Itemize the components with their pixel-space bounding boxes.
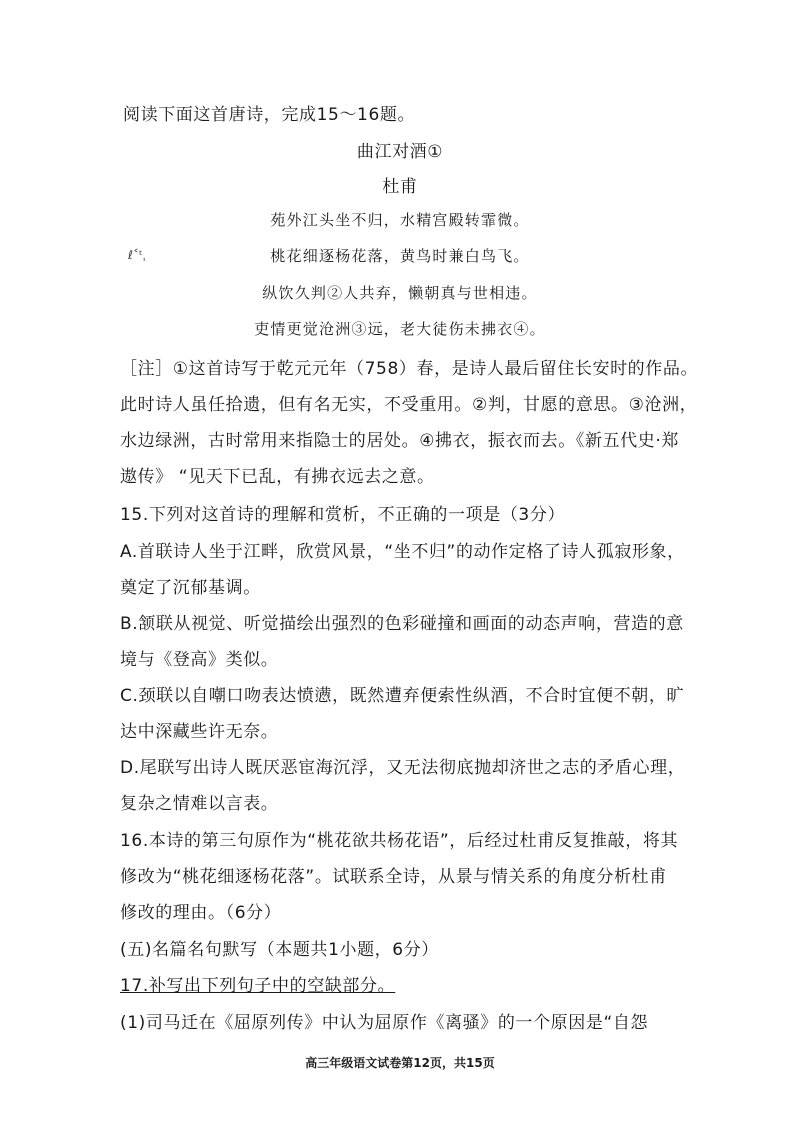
question-16-line-2: 修改为“桃花细逐杨花落”。试联系全诗，从景与情关系的角度分析杜甫 [120, 867, 667, 887]
question-16-line-1: 16.本诗的第三句原作为“桃花欲共杨花语”，后经过杜甫反复推敲，将其 [120, 831, 679, 851]
question-17-stem: 17.补写出下列句子中的空缺部分。 [120, 976, 396, 996]
page-footer: 高三年级语文试卷第12页，共15页 [305, 1056, 495, 1070]
q15-option-b-line-1: B.颔联从视觉、听觉描绘出强烈的色彩碰撞和画面的动态声响，营造的意 [120, 614, 684, 634]
question-16-line-3: 修改的理由。（6分） [120, 903, 282, 923]
note-line-3: 水边绿洲，古时常用来指隐士的居处。④拂衣，振衣而去。《新五代史·郑 [120, 431, 679, 451]
reading-instruction: 阅读下面这首唐诗，完成15～16题。 [123, 105, 416, 125]
question-17-item-1: (1)司马迁在《屈原列传》中认为屈原作《离骚》的一个原因是“自怨 [120, 1013, 649, 1033]
q15-option-b-line-2: 境与《登高》类似。 [120, 650, 279, 670]
poem-title: 曲江对酒① [356, 142, 444, 162]
q15-option-c-line-2: 达中深藏些许无奈。 [120, 722, 279, 742]
note-line-1: ［注］①这首诗写于乾元元年（758）春，是诗人最后留住长安时的作品。 [120, 359, 699, 379]
q15-option-a-line-2: 奠定了沉郁基调。 [120, 578, 261, 598]
q15-option-c-line-1: C.颈联以自嘲口吻表达愤懑，既然遭弃便索性纵酒，不合时宜便不朝，旷 [120, 686, 685, 706]
scan-margin-mark: ℓ˂ᵗˌ [128, 248, 146, 262]
poem-line-1: 苑外江头坐不归，水精宫殿转霏微。 [270, 211, 530, 229]
q15-option-d-line-1: D.尾联写出诗人既厌恶宦海沉浮，又无法彻底抛却济世之志的矛盾心理， [120, 758, 686, 778]
poem-line-2: 桃花细逐杨花落，黄鸟时兼白鸟飞。 [270, 247, 530, 265]
poem-author: 杜甫 [382, 177, 418, 197]
note-line-4: 遨传》 “见天下已乱，有拂衣远去之意。 [120, 467, 435, 487]
poem-line-3: 纵饮久判②人共弃，懒朝真与世相违。 [262, 284, 538, 302]
note-line-2: 此时诗人虽任拾遗，但有名无实，不受重用。②判，甘愿的意思。③沧洲， [120, 395, 698, 415]
poem-line-4: 吏情更觉沧洲③远，老大徒伤未拂衣④。 [254, 320, 546, 338]
section-heading: (五)名篇名句默写（本题共1小题，6分） [120, 940, 439, 960]
q15-option-d-line-2: 复杂之情难以言表。 [120, 794, 279, 814]
question-15-stem: 15.下列对这首诗的理解和赏析，不正确的一项是（3分） [120, 505, 566, 525]
q15-option-a-line-1: A.首联诗人坐于江畔，欣赏风景，“坐不归”的动作定格了诗人孤寂形象， [120, 542, 685, 562]
